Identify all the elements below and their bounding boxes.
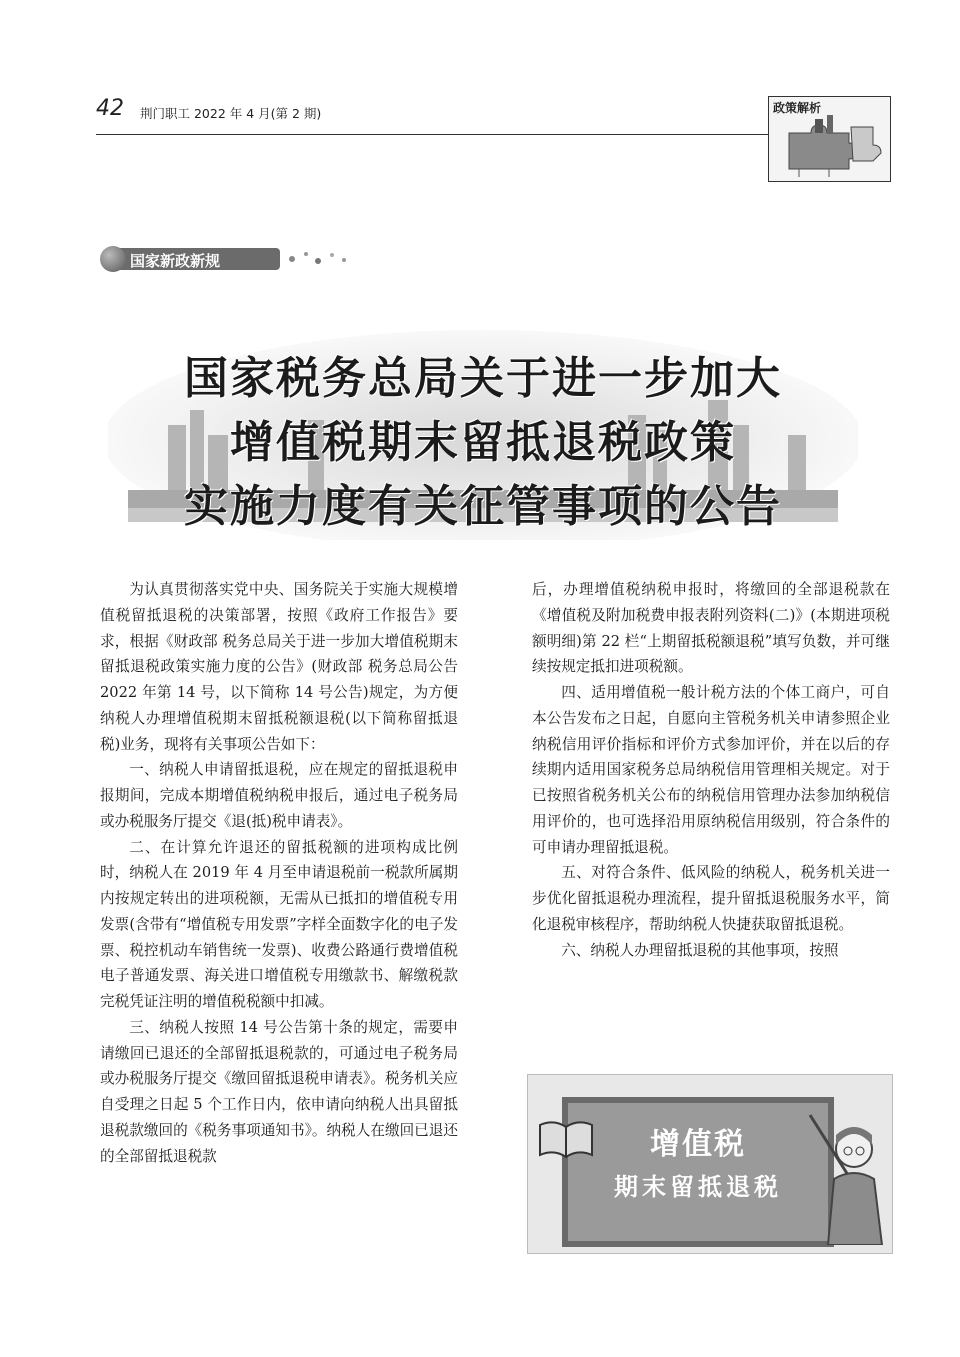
paragraph-item-6: 六、纳税人办理留抵退税的其他事项，按照 bbox=[561, 941, 839, 959]
title-line-3: 实施力度有关征管事项的公告 bbox=[184, 481, 782, 532]
section-tag-bullet-icon bbox=[100, 246, 126, 272]
puzzle-illustration bbox=[769, 97, 890, 181]
title-line-1: 国家税务总局关于进一步加大 bbox=[184, 353, 782, 404]
body-column-right bbox=[532, 577, 890, 963]
chalkboard bbox=[562, 1097, 834, 1247]
cartoon-illustration bbox=[527, 1074, 893, 1254]
column-badge-label: 政策解析 bbox=[773, 101, 822, 115]
paragraph-item-3: 三、纳税人按照 14 号公告第十条的规定，需要申请缴回已退还的全部留抵退税款的，可通过电子税务局或办税服务厅提交《缴回留抵退税申请表》。税务机关应自受理之日起 5 个工作日内，依申请向纳税人出具留抵退税款缴回的《税务事项通知书》。纳税人在缴回已退还的全部留抵退税款 bbox=[100, 1018, 458, 1165]
publication-info: 荆门职工 2022 年 4 月(第 2 期) bbox=[140, 106, 322, 121]
body-column-left bbox=[100, 577, 458, 1169]
decorative-burst-icon bbox=[282, 246, 352, 272]
paragraph-item-4: 四、适用增值税一般计税方法的个体工商户，可自本公告发布之日起，自愿向主管税务机关申请参照企业纳税信用评价指标和评价方式参加评价，并在以后的存续期内适用国家税务总局纳税信用管理相关规定。对于已按照省税务机关公布的纳税信用管理办法参加纳税信用评价的，也可选择沿用原纳税信用级别，符合条件的可申请办理留抵退税。 bbox=[532, 684, 890, 856]
section-tag bbox=[100, 242, 350, 274]
paragraph-intro: 为认真贯彻落实党中央、国务院关于实施大规模增值税留抵退税的决策部署，按照《政府工作报告》要求，根据《财政部 税务总局关于进一步加大增值税期末留抵退税政策实施力度的公告》(财政部 税务总局公告 2022 年第 14 号，以下简称 14 号公告)规定，为方便纳税人办理增值税期末留抵税额退税(以下简称留抵退税)业务，现将有关事项公告如下： bbox=[100, 581, 458, 753]
page-header bbox=[96, 96, 876, 136]
teacher-figure-icon bbox=[808, 1105, 888, 1245]
paragraph-item-1: 一、纳税人申请留抵退税，应在规定的留抵退税申报期间，完成本期增值税纳税申报后，通过电子税务局或办税服务厅提交《退(抵)税申请表》。 bbox=[100, 761, 458, 830]
section-tag-label: 国家新政新规 bbox=[130, 252, 221, 270]
paragraph-item-5: 五、对符合条件、低风险的纳税人，税务机关进一步优化留抵退税办理流程，提升留抵退税服务水平，简化退税审核程序，帮助纳税人快捷获取留抵退税。 bbox=[532, 864, 890, 933]
book-icon bbox=[536, 1115, 596, 1161]
chalkboard-line-1: 增值税 bbox=[650, 1127, 746, 1162]
title-line-2: 增值税期末留抵退税政策 bbox=[230, 417, 736, 468]
paragraph-item-2: 二、在计算允许退还的留抵税额的进项构成比例时，纳税人在 2019 年 4 月至申请退税前一税款所属期内按规定转出的进项税额，无需从已抵扣的增值税专用发票(含带有“增值税专用发票”字样全面数字化的电子发票、税控机动车销售统一发票)、收费公路通行费增值税电子普通发票、海关进口增值税专用缴款书、解缴税款完税凭证注明的增值税税额中扣减。 bbox=[100, 838, 458, 1010]
column-badge bbox=[768, 96, 891, 182]
header-rule bbox=[96, 134, 768, 135]
paragraph-item-3-continued: 后，办理增值税纳税申报时，将缴回的全部退税款在《增值税及附加税费申报表附列资料(二)》(本期进项税额明细)第 22 栏“上期留抵税额退税”填写负数，并可继续按规定抵扣进项税额。 bbox=[532, 581, 890, 676]
chalkboard-line-2: 期末留抵退税 bbox=[614, 1173, 782, 1201]
title-banner bbox=[108, 330, 858, 540]
page-number: 42 bbox=[96, 96, 124, 121]
